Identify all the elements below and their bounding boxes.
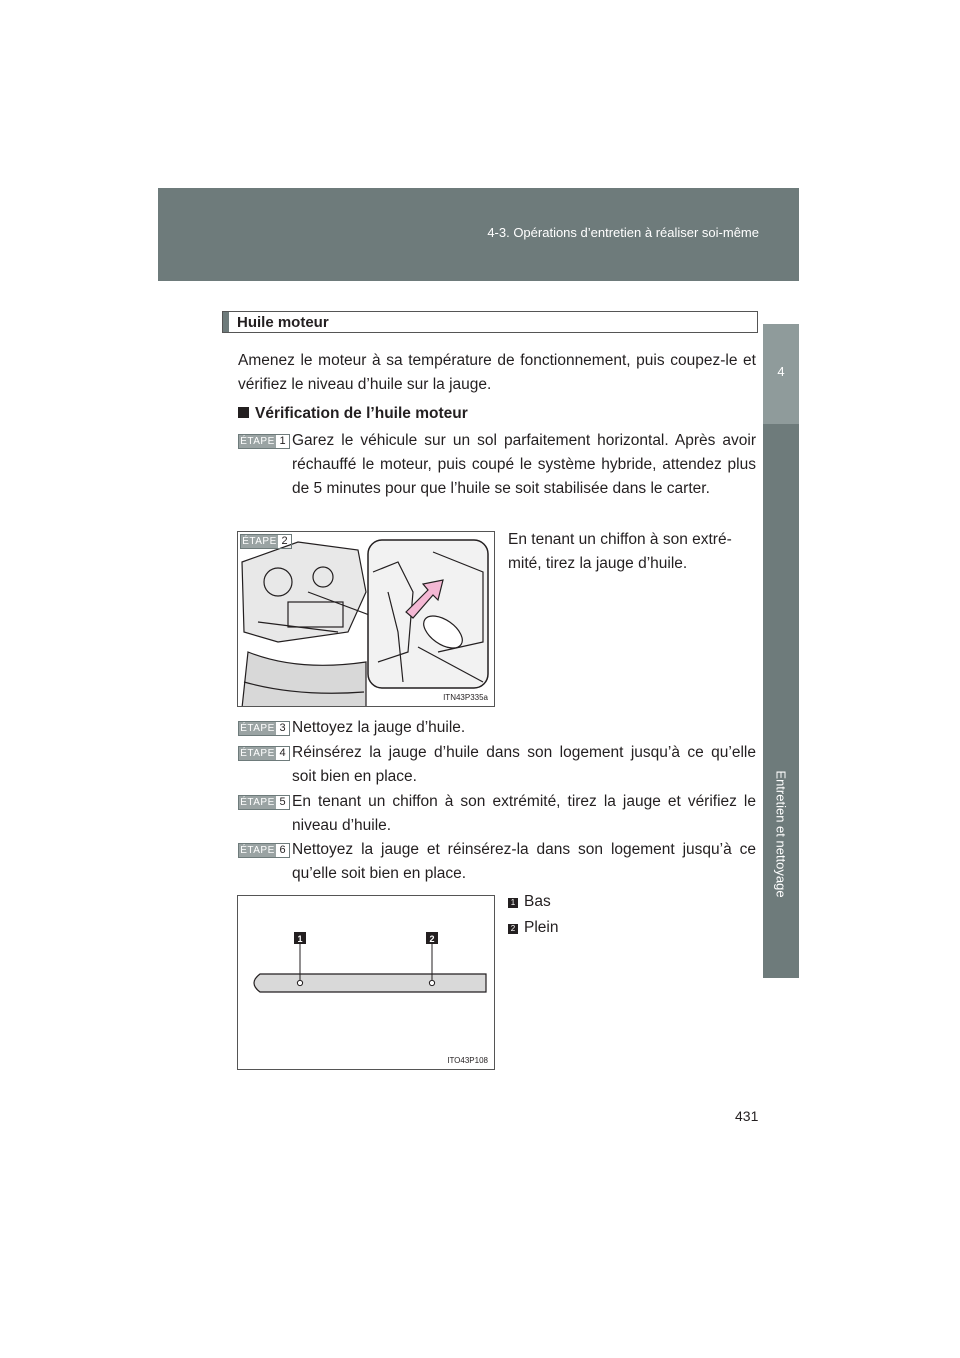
legend-item-low bbox=[508, 890, 551, 914]
chapter-side-tab bbox=[763, 324, 799, 978]
step-badge-5 bbox=[238, 795, 290, 810]
section-title: 4-3. Opérations d’entretien à réaliser soi-même bbox=[487, 225, 759, 240]
legend-item-full bbox=[508, 916, 558, 940]
step-number: 6 bbox=[279, 844, 286, 856]
page-header bbox=[158, 188, 799, 281]
step-text-4: Réinsérez la jauge d’huile dans son logement jusqu’à ce qu’elle soit bien en place. bbox=[292, 744, 756, 785]
step-number: 2 bbox=[281, 535, 288, 547]
subheading bbox=[238, 405, 468, 423]
dipstick-figure bbox=[237, 895, 495, 1070]
step-number: 3 bbox=[279, 722, 286, 734]
step-label: ÉTAPE bbox=[240, 748, 275, 759]
engine-figure bbox=[237, 531, 495, 707]
dipstick-marker-1: 1 bbox=[297, 934, 303, 944]
step-badge-1 bbox=[238, 434, 290, 449]
figure-code: ITO43P108 bbox=[447, 1056, 488, 1065]
marker-1-icon: 1 bbox=[508, 898, 518, 908]
chapter-title: Entretien et nettoyage bbox=[773, 770, 789, 898]
page-number: 431 bbox=[735, 1108, 759, 1124]
step-label: ÉTAPE bbox=[240, 436, 275, 447]
section-heading-bar bbox=[222, 311, 758, 333]
step-label: ÉTAPE bbox=[242, 536, 277, 547]
dipstick-illustration bbox=[238, 896, 495, 1070]
step-text-3: Nettoyez la jauge d’huile. bbox=[292, 719, 466, 736]
step-text-5: En tenant un chiffon à son extrémité, tirez la jauge et vérifiez le niveau d’huile. bbox=[292, 793, 756, 834]
legend-label: Plein bbox=[524, 919, 559, 936]
chapter-number-box bbox=[763, 324, 799, 424]
step-text-2: En tenant un chiffon à son extré-mité, tirez la jauge d’huile. bbox=[508, 531, 732, 572]
dipstick-marker-2: 2 bbox=[429, 934, 435, 944]
step-text-1: Garez le véhicule sur un sol parfaitement horizontal. Après avoir réchauffé le moteur, puis coupé le système hybride, attendez plus de 5 minutes pour que l’huile se soit stabilisée dans le carter. bbox=[292, 432, 756, 497]
step-badge-3 bbox=[238, 721, 290, 736]
step-label: ÉTAPE bbox=[240, 845, 275, 856]
legend-label: Bas bbox=[524, 893, 551, 910]
step-label: ÉTAPE bbox=[240, 797, 275, 808]
step-number: 4 bbox=[279, 747, 286, 759]
heading-accent bbox=[223, 312, 229, 332]
section-heading: Huile moteur bbox=[237, 314, 329, 331]
intro-paragraph: Amenez le moteur à sa température de fonctionnement, puis coupez-le et vérifiez le niveau d’huile sur la jauge. bbox=[238, 352, 756, 393]
subheading-text: Vérification de l’huile moteur bbox=[255, 405, 468, 422]
square-bullet-icon bbox=[238, 407, 249, 418]
step-badge-6 bbox=[238, 843, 290, 858]
step-number: 1 bbox=[279, 435, 286, 447]
step-number: 5 bbox=[279, 796, 286, 808]
figure-code: ITN43P335a bbox=[443, 693, 488, 702]
engine-illustration bbox=[238, 532, 495, 707]
marker-2-icon: 2 bbox=[508, 924, 518, 934]
chapter-number: 4 bbox=[777, 364, 785, 379]
step-label: ÉTAPE bbox=[240, 723, 275, 734]
step-badge-2 bbox=[240, 534, 292, 549]
step-badge-4 bbox=[238, 746, 290, 761]
step-text-6: Nettoyez la jauge et réinsérez-la dans son logement jusqu’à ce qu’elle soit bien en place. bbox=[292, 841, 756, 882]
